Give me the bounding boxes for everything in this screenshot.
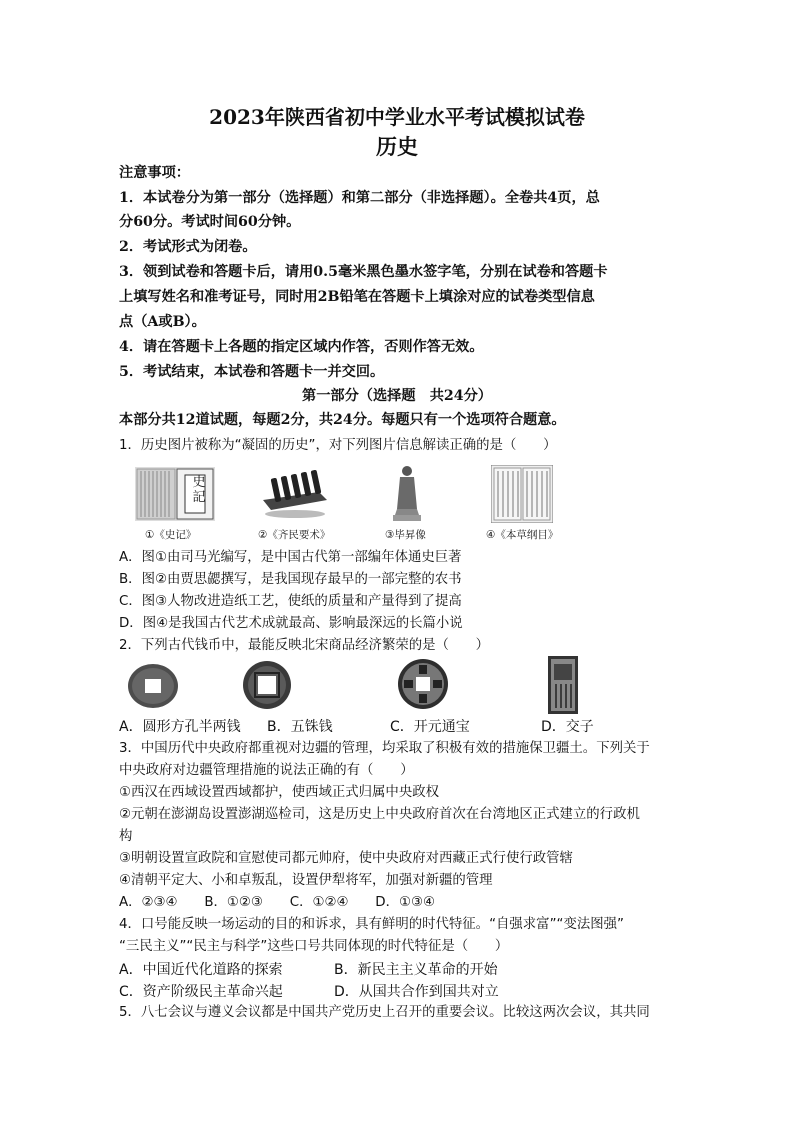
note-line: 上填写姓名和准考证号，同时用2B铅笔在答题卡上填涂对应的试卷类型信息 [119,289,595,305]
q4-option-b: B．新民主主义革命的开始 [334,962,498,978]
note-line: 3．领到试卷和答题卡后，请用0.5毫米黑色墨水签字笔，分别在试卷和答题卡 [119,264,608,280]
q3-statement: ④清朝平定大、小和卓叛乱，设置伊犁将军，加强对新疆的管理 [119,873,493,888]
wuzhu-coin-image [240,660,294,710]
q1-stem: 1．历史图片被称为“凝固的历史”，对下列图片信息解读正确的是（ ） [119,438,557,453]
banliang-coin-image [126,662,180,710]
q3-stem-line: 中央政府对边疆管理措施的说法正确的有（ ） [119,763,414,778]
q3-statement: ①西汉在西域设置西域都护，使西域正式归属中央政权 [119,785,439,800]
q3-options: A．②③④ B．①②③ C．①②④ D．①③④ [119,895,435,910]
q3-statement: ②元朝在澎湖岛设置澎湖巡检司，这是历史上中央政府首次在台湾地区正式建立的行政机 [119,807,640,822]
note-line: 点（A或B）。 [119,314,206,330]
q1-option-a: A．图①由司马光编写，是中国古代第一部编年体通史巨著 [119,550,462,565]
q4-stem-line: “三民主义”“民主与科学”这些口号共同体现的时代特征是（ ） [119,939,509,954]
jiaozi-paper-money-image [548,656,578,714]
q2-option-a: A．圆形方孔半两钱 [119,719,241,735]
q1-caption-3: ③毕昇像 [385,529,426,541]
q1-caption-4: ④《本草纲目》 [486,529,559,541]
note-line: 2．考试形式为闭卷。 [119,239,257,255]
exam-title: 2023年陕西省初中学业水平考试模拟试卷 [209,105,585,129]
subject-title: 历史 [376,134,418,159]
note-line: 5．考试结束，本试卷和答题卡一并交回。 [119,364,385,380]
q1-option-b: B．图②由贾思勰撰写，是我国现存最早的一部完整的农书 [119,572,462,587]
q4-option-a: A．中国近代化道路的探索 [119,962,283,978]
notes-heading: 注意事项： [119,165,190,181]
q4-stem-line: 4．口号能反映一场运动的目的和诉求，具有鲜明的时代特征。“自强求富”“变法图强” [119,917,624,932]
q3-stem-line: 3．中国历代中央政府都重视对边疆的管理，均采取了积极有效的措施保卫疆土。下列关于 [119,741,650,756]
q4-option-c: C．资产阶级民主革命兴起 [119,984,283,1000]
q3-statement: 构 [119,829,133,844]
shiji-cover-text: 史記 [192,475,206,505]
part1-intro: 本部分共12道试题，每题2分，共24分。每题只有一个选项符合题意。 [119,412,566,428]
qimin-yaoshu-scroll-image [259,466,331,522]
q2-option-c: C．开元通宝 [390,719,470,735]
q1-caption-1: ①《史记》 [145,529,197,541]
q2-option-d: D．交子 [541,719,594,735]
q4-option-d: D．从国共合作到国共对立 [334,984,499,1000]
q2-option-b: B．五铢钱 [267,719,333,735]
bi-sheng-statue-image [390,463,424,523]
q3-statement: ③明朝设置宣政院和宣慰使司都元帅府，使中央政府对西藏正式行使行政管辖 [119,851,573,866]
q1-option-c: C．图③人物改进造纸工艺，使纸的质量和产量得到了提高 [119,594,462,609]
q5-stem: 5．八七会议与遵义会议都是中国共产党历史上召开的重要会议。比较这两次会议，其共同 [119,1005,650,1020]
q1-caption-2: ②《齐民要术》 [258,529,331,541]
note-line: 4．请在答题卡上各题的指定区域内作答，否则作答无效。 [119,339,484,355]
q1-option-d: D．图④是我国古代艺术成就最高、影响最深远的长篇小说 [119,616,463,631]
note-line: 分60分。考试时间60分钟。 [119,214,301,230]
q2-stem: 2．下列古代钱币中，最能反映北宋商品经济繁荣的是（ ） [119,638,490,653]
part1-heading: 第一部分（选择题 共24分） [302,388,492,404]
note-line: 1．本试卷分为第一部分（选择题）和第二部分（非选择题）。全卷共4页，总 [119,190,600,206]
kaiyuan-tongbao-coin-image [397,658,449,710]
bencao-gangmu-page-image [491,465,553,523]
